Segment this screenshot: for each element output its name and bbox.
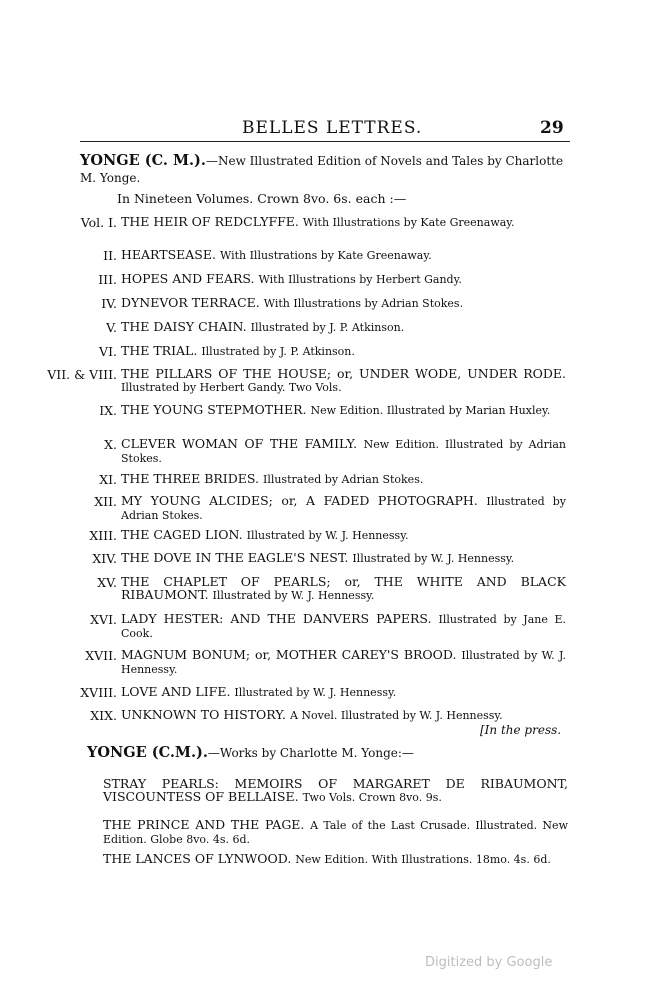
volume-entry bbox=[121, 320, 566, 334]
volume-number: XVI. bbox=[90, 612, 117, 627]
volume-number: XIV. bbox=[92, 551, 117, 566]
volume-number: XII. bbox=[94, 494, 117, 509]
volume-entry bbox=[121, 551, 566, 565]
volume-title: MAGNUM BONUM; or, MOTHER CAREY'S BROOD. bbox=[121, 647, 457, 662]
volume-title: THE DOVE IN THE EAGLE'S NEST. bbox=[121, 550, 349, 565]
header-rule bbox=[80, 141, 570, 142]
volume-description: With Illustrations by Adrian Stokes. bbox=[263, 297, 464, 310]
work-description: A Tale of the Last Crusade. Illustrated. New Edition. Globe 8vo. 4s. 6d. bbox=[103, 819, 568, 846]
work-entry bbox=[103, 777, 568, 804]
volume-title: LADY HESTER: AND THE DANVERS PAPERS. bbox=[121, 611, 432, 626]
work-entry bbox=[103, 818, 568, 846]
volume-description: Illustrated by Herbert Gandy. Two Vols. bbox=[121, 381, 342, 394]
in-press-note: [In the press. bbox=[480, 723, 562, 737]
volume-entry bbox=[121, 215, 566, 229]
volume-entry bbox=[121, 296, 566, 310]
volume-number: III. bbox=[98, 272, 117, 287]
volume-entry bbox=[121, 494, 566, 522]
volume-entry bbox=[121, 685, 566, 699]
author-name: YONGE (C. M.). bbox=[80, 152, 206, 169]
volume-number: II. bbox=[103, 248, 117, 263]
volume-number: Vol. I. bbox=[80, 215, 117, 230]
volume-number: XIII. bbox=[89, 528, 117, 543]
volume-number: XVIII. bbox=[80, 685, 117, 700]
volume-title: DYNEVOR TERRACE. bbox=[121, 295, 260, 310]
volume-title: THE THREE BRIDES. bbox=[121, 471, 259, 486]
volume-title: HEARTSEASE. bbox=[121, 247, 216, 262]
volume-description: With Illustrations by Herbert Gandy. bbox=[258, 273, 462, 286]
volume-title: THE DAISY CHAIN. bbox=[121, 319, 247, 334]
section-heading bbox=[80, 152, 575, 186]
volume-number: IX. bbox=[99, 403, 117, 418]
volume-title: THE HEIR OF REDCLYFFE. bbox=[121, 214, 299, 229]
volume-description: Illustrated by Adrian Stokes. bbox=[262, 473, 424, 486]
work-title: THE PRINCE AND THE PAGE. bbox=[103, 817, 305, 832]
volume-title: THE CHAPLET OF PEARLS; or, THE WHITE AND BLACK RIBAUMONT. bbox=[121, 574, 566, 602]
volume-number: XVII. bbox=[85, 648, 117, 663]
volume-entry bbox=[121, 403, 566, 417]
volume-title: MY YOUNG ALCIDES; or, A FADED PHOTOGRAPH. bbox=[121, 493, 478, 508]
volume-title: CLEVER WOMAN OF THE FAMILY. bbox=[121, 436, 358, 451]
volume-description: Illustrated by W. J. Hennessy. bbox=[212, 589, 375, 602]
volume-number: VI. bbox=[99, 344, 117, 359]
work-entry bbox=[103, 852, 568, 866]
volume-description: Illustrated by J. P. Atkinson. bbox=[250, 321, 405, 334]
section-intro: —New Illustrated Edition of Novels and Tales by Charlotte M. Yonge. bbox=[80, 154, 564, 185]
volume-title: THE TRIAL. bbox=[121, 343, 198, 358]
volume-title: UNKNOWN TO HISTORY. bbox=[121, 707, 286, 722]
edition-note: In Nineteen Volumes. Crown 8vo. 6s. each :— bbox=[117, 191, 407, 206]
volume-entry bbox=[121, 248, 566, 262]
volume-title: THE YOUNG STEPMOTHER. bbox=[121, 402, 307, 417]
author-name-2: YONGE (C.M.). bbox=[87, 744, 208, 761]
volume-title: HOPES AND FEARS. bbox=[121, 271, 255, 286]
volume-entry bbox=[121, 367, 566, 394]
volume-description: Illustrated by W. J. Hennessy. bbox=[234, 686, 397, 699]
volume-entry bbox=[121, 708, 566, 722]
work-title: STRAY PEARLS: MEMOIRS OF MARGARET DE RIBAUMONT, VISCOUNTESS OF BELLAISE. bbox=[103, 776, 568, 804]
volume-entry bbox=[121, 612, 566, 640]
volume-description: Illustrated by J. P. Atkinson. bbox=[201, 345, 355, 358]
running-title: BELLES LETTRES. bbox=[242, 118, 423, 138]
volume-number: V. bbox=[106, 320, 117, 335]
volume-description: A Novel. Illustrated by W. J. Hennessy. bbox=[289, 709, 503, 722]
section-heading-2 bbox=[87, 744, 577, 761]
volume-number: XI. bbox=[99, 472, 117, 487]
volume-description: With Illustrations by Kate Greenaway. bbox=[219, 249, 432, 262]
volume-description: Illustrated by Adrian Stokes. bbox=[121, 495, 566, 522]
volume-entry bbox=[121, 437, 566, 465]
volume-entry bbox=[121, 344, 566, 358]
volume-entry bbox=[121, 648, 566, 676]
volume-title: LOVE AND LIFE. bbox=[121, 684, 231, 699]
volume-description: New Edition. Illustrated by Marian Huxley. bbox=[310, 404, 551, 417]
page-number: 29 bbox=[540, 118, 564, 138]
volume-title: THE PILLARS OF THE HOUSE; or, UNDER WODE, UNDER RODE. bbox=[121, 366, 566, 381]
volume-number: VII. & VIII. bbox=[47, 367, 117, 382]
volume-number: XV. bbox=[97, 575, 117, 590]
volume-description: Illustrated by W. J. Hennessy. bbox=[121, 649, 566, 676]
volume-number: X. bbox=[104, 437, 117, 452]
work-description: Two Vols. Crown 8vo. 9s. bbox=[302, 791, 442, 804]
work-title: THE LANCES OF LYNWOOD. bbox=[103, 851, 292, 866]
volume-description: Illustrated by Jane E. Cook. bbox=[121, 613, 566, 640]
volume-entry bbox=[121, 528, 566, 542]
volume-description: Illustrated by W. J. Hennessy. bbox=[352, 552, 515, 565]
volume-number: IV. bbox=[101, 296, 117, 311]
work-description: New Edition. With Illustrations. 18mo. 4s. 6d. bbox=[295, 853, 551, 866]
volume-entry bbox=[121, 272, 566, 286]
volume-entry bbox=[121, 472, 566, 486]
section-intro-2: —Works by Charlotte M. Yonge:— bbox=[207, 746, 414, 760]
volume-description: With Illustrations by Kate Greenaway. bbox=[302, 216, 515, 229]
volume-description: Illustrated by W. J. Hennessy. bbox=[246, 529, 409, 542]
volume-number: XIX. bbox=[90, 708, 117, 723]
volume-description: New Edition. Illustrated by Adrian Stokes. bbox=[121, 438, 566, 465]
digitized-watermark: Digitized by Google bbox=[425, 955, 553, 970]
volume-title: THE CAGED LION. bbox=[121, 527, 243, 542]
volume-entry bbox=[121, 575, 566, 602]
